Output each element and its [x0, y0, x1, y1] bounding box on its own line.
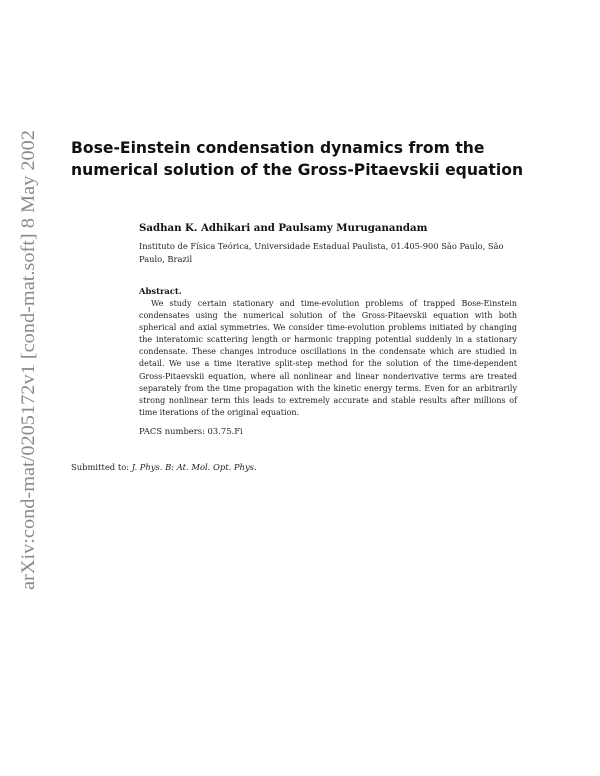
arxiv-stamp	[6, 100, 46, 600]
pacs-numbers: PACS numbers: 03.75.Fi	[139, 426, 243, 436]
abstract-text: We study certain stationary and time-evolution problems of trapped Bose-Einstein condensates using the numerical solution of the Gross-Pitaevskii equation with both spherical and axial symmetries. We consider time-evolution problems initiated by changing the interatomic scattering length or harmonic trapping potential suddenly in a stationary condensate. These changes introduce oscillations in the condensate which are studied in detail. We use a time iterative split-step method for the solution of the time-dependent Gross-Pitaevskii equation, where all nonlinear and linear nonderivative terms are treated separately from the time propagation with the kinetic energy terms. Even for an arbitrarily strong nonlinear term this leads to extremely accurate and stable results after millions of time iterations of the original equation.	[139, 299, 517, 417]
arxiv-stamp-text: arXiv:cond-mat/0205172v1 [cond-mat.soft] 8 May 2002	[19, 171, 39, 590]
submitted-line	[71, 462, 257, 472]
abstract-heading: Abstract.	[139, 286, 182, 296]
affiliation: Instituto de Física Teórica, Universidade Estadual Paulista, 01.405-900 São Paulo, São Paulo, Brazil	[139, 241, 504, 264]
authors: Sadhan K. Adhikari and Paulsamy Muruganandam	[139, 222, 428, 234]
submitted-label: Submitted to:	[71, 462, 130, 472]
paper-title: Bose-Einstein condensation dynamics from the numerical solution of the Gross-Pitaevskii equation	[71, 139, 524, 179]
journal-name: J. Phys. B: At. Mol. Opt. Phys.	[131, 462, 257, 472]
